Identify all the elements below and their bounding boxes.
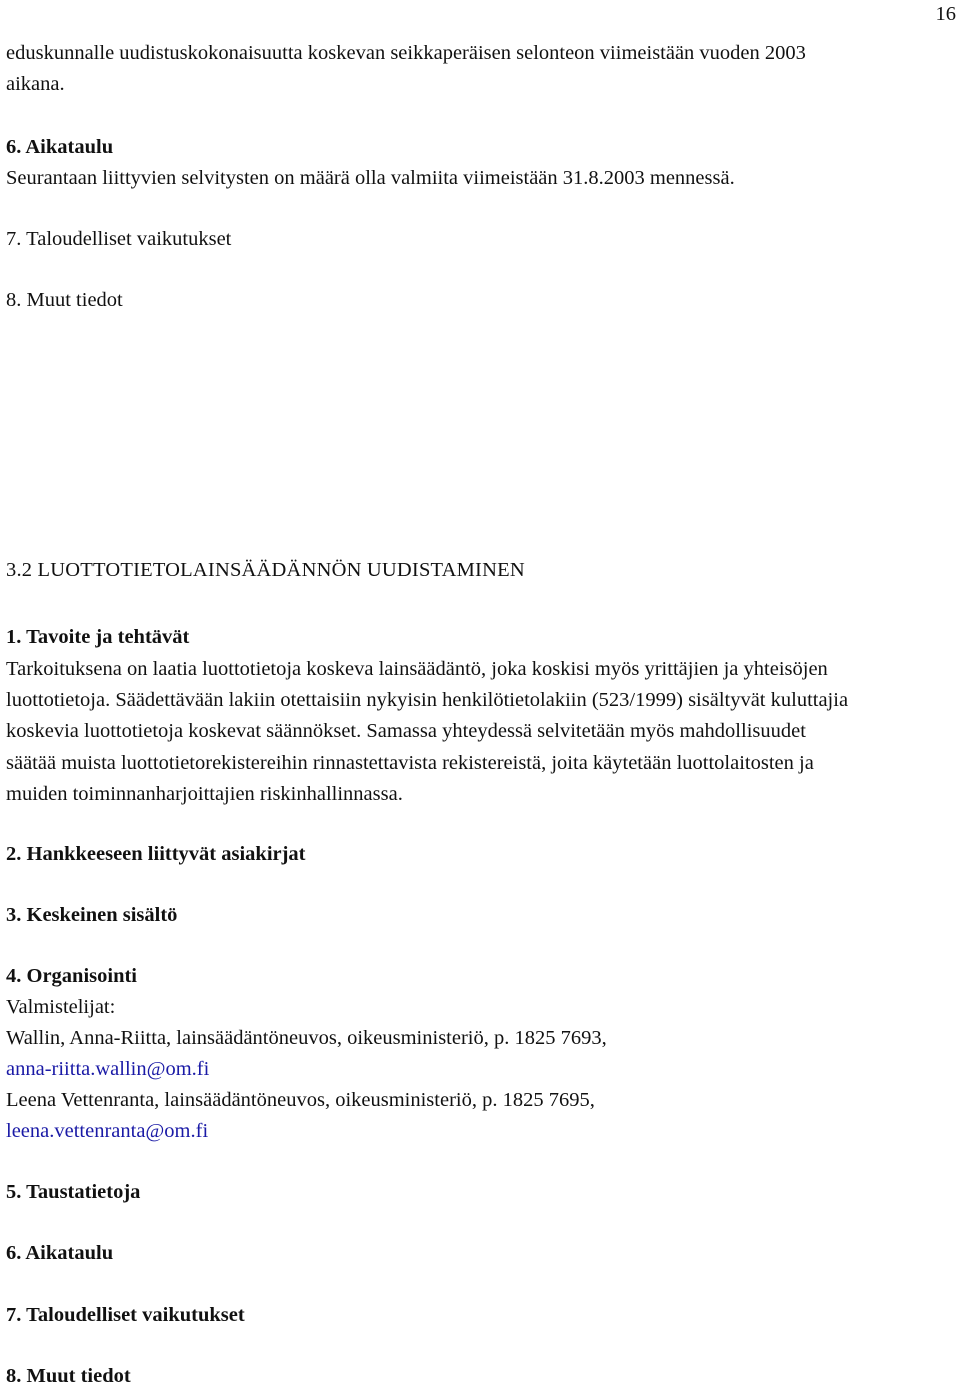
background-heading: 5. Taustatietoja [6,1181,141,1203]
section-title: 3.2 LUOTTOTIETOLAINSÄÄDÄNNÖN UUDISTAMINEN [6,559,525,581]
preparer-1: Wallin, Anna-Riitta, lainsäädäntöneuvos, oikeusministeriö, p. 1825 7693, [6,1027,607,1049]
other-info-heading: 8. Muut tiedot [6,289,123,311]
organisation-heading: 4. Organisointi [6,965,137,987]
continuation-line-1: eduskunnalle uudistuskokonaisuutta koskevan seikkaperäisen selonteon viimeistään vuoden 2003 [6,42,806,64]
goal-heading: 1. Tavoite ja tehtävät [6,626,190,648]
goal-text-line-1: Tarkoituksena on laatia luottotietoja koskeva lainsäädäntö, joka koskisi myös yrittäjien ja yhteisöjen [6,658,828,680]
preparer-2: Leena Vettenranta, lainsäädäntöneuvos, oikeusministeriö, p. 1825 7695, [6,1089,595,1111]
content-heading: 3. Keskeinen sisältö [6,904,178,926]
goal-text-line-2: luottotietoja. Säädettävään lakiin otettaisiin nykyisin henkilötietolakiin (523/1999) sisältyvät kuluttajia [6,689,849,711]
economic-effects-heading: 7. Taloudelliset vaikutukset [6,228,232,250]
preparer-1-email-link[interactable]: anna-riitta.wallin@om.fi [6,1058,210,1080]
schedule-text: Seurantaan liittyvien selvitysten on määrä olla valmiita viimeistään 31.8.2003 mennessä. [6,167,735,189]
goal-text-line-4: säätää muista luottotietorekistereihin rinnastettavista rekistereistä, joita käytetään luottolaitosten ja [6,752,814,774]
preparer-2-email-link[interactable]: leena.vettenranta@om.fi [6,1120,209,1142]
continuation-line-2: aikana. [6,73,65,95]
page-number: 16 [935,3,956,25]
schedule-heading-2: 6. Aikataulu [6,1242,114,1264]
goal-text-line-3: koskevia luottotietoja koskevat säännökset. Samassa yhteydessä selvitetään myös mahdollisuudet [6,720,806,742]
schedule-heading: 6. Aikataulu [6,136,114,158]
other-info-heading-2: 8. Muut tiedot [6,1365,131,1387]
preparers-label: Valmistelijat: [6,996,116,1018]
goal-text-line-5: muiden toiminnanharjoittajien riskinhallinnassa. [6,783,403,805]
economic-effects-heading-2: 7. Taloudelliset vaikutukset [6,1304,245,1326]
documents-heading: 2. Hankkeeseen liittyvät asiakirjat [6,843,306,865]
